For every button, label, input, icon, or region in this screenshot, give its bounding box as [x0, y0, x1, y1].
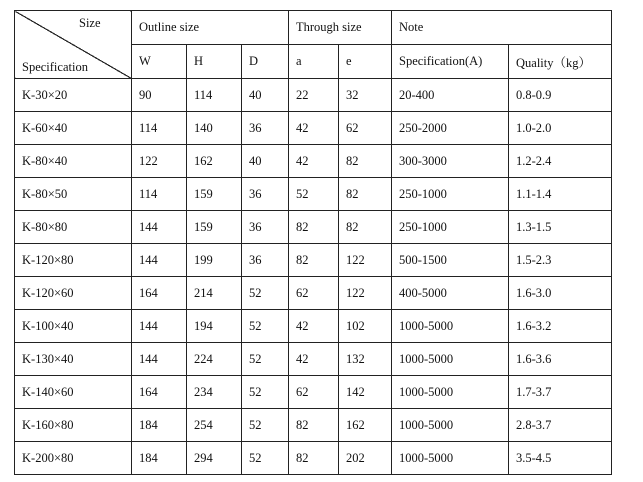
cell-h: 159: [187, 211, 242, 244]
cell-h: 224: [187, 343, 242, 376]
cell-e: 62: [339, 112, 392, 145]
cell-e: 162: [339, 409, 392, 442]
cell-w: 90: [132, 79, 187, 112]
cell-spec: 1000-5000: [392, 310, 509, 343]
cell-h: 114: [187, 79, 242, 112]
table-row: [15, 79, 612, 112]
cell-d: 52: [242, 376, 289, 409]
cell-model: K-160×80: [15, 409, 132, 442]
table-body: [15, 79, 612, 475]
cell-w: 114: [132, 178, 187, 211]
cell-h: 294: [187, 442, 242, 475]
cell-model: K-200×80: [15, 442, 132, 475]
cell-a: 82: [289, 442, 339, 475]
cell-model: K-140×60: [15, 376, 132, 409]
header-a: a: [289, 45, 339, 79]
header-through-size: Through size: [289, 11, 392, 45]
cell-h: 199: [187, 244, 242, 277]
cell-spec: 250-2000: [392, 112, 509, 145]
cell-model: K-60×40: [15, 112, 132, 145]
table-row: [15, 442, 612, 475]
table-row: [15, 277, 612, 310]
cell-d: 40: [242, 79, 289, 112]
table-row: [15, 310, 612, 343]
cell-model: K-120×80: [15, 244, 132, 277]
cell-d: 52: [242, 310, 289, 343]
header-h: H: [187, 45, 242, 79]
cell-a: 62: [289, 376, 339, 409]
cell-spec: 1000-5000: [392, 376, 509, 409]
cell-a: 42: [289, 112, 339, 145]
cell-h: 234: [187, 376, 242, 409]
cell-quality: 1.2-2.4: [509, 145, 612, 178]
header-row-groups: [15, 11, 612, 45]
spec-table: [14, 10, 612, 475]
cell-a: 42: [289, 310, 339, 343]
cell-quality: 1.6-3.2: [509, 310, 612, 343]
cell-e: 122: [339, 244, 392, 277]
cell-e: 142: [339, 376, 392, 409]
cell-d: 36: [242, 178, 289, 211]
cell-d: 52: [242, 409, 289, 442]
cell-model: K-100×40: [15, 310, 132, 343]
cell-e: 82: [339, 145, 392, 178]
cell-d: 36: [242, 112, 289, 145]
cell-a: 82: [289, 211, 339, 244]
cell-d: 36: [242, 244, 289, 277]
table-row: [15, 343, 612, 376]
cell-model: K-130×40: [15, 343, 132, 376]
cell-d: 40: [242, 145, 289, 178]
cell-e: 122: [339, 277, 392, 310]
cell-model: K-80×40: [15, 145, 132, 178]
header-e: e: [339, 45, 392, 79]
header-specification-label: Specification: [22, 60, 88, 74]
cell-model: K-80×80: [15, 211, 132, 244]
cell-quality: 1.3-1.5: [509, 211, 612, 244]
cell-quality: 1.7-3.7: [509, 376, 612, 409]
header-size-label: Size: [79, 16, 101, 30]
cell-w: 114: [132, 112, 187, 145]
cell-spec: 1000-5000: [392, 442, 509, 475]
table-row: [15, 409, 612, 442]
cell-w: 144: [132, 343, 187, 376]
cell-spec: 300-3000: [392, 145, 509, 178]
cell-d: 52: [242, 277, 289, 310]
cell-quality: 1.0-2.0: [509, 112, 612, 145]
cell-model: K-120×60: [15, 277, 132, 310]
cell-w: 184: [132, 442, 187, 475]
cell-spec: 250-1000: [392, 178, 509, 211]
cell-d: 52: [242, 442, 289, 475]
cell-quality: 1.5-2.3: [509, 244, 612, 277]
header-w: W: [132, 45, 187, 79]
cell-e: 32: [339, 79, 392, 112]
cell-a: 22: [289, 79, 339, 112]
cell-spec: 500-1500: [392, 244, 509, 277]
cell-quality: 1.6-3.0: [509, 277, 612, 310]
cell-e: 132: [339, 343, 392, 376]
cell-model: K-30×20: [15, 79, 132, 112]
cell-spec: 400-5000: [392, 277, 509, 310]
cell-h: 140: [187, 112, 242, 145]
cell-spec: 20-400: [392, 79, 509, 112]
table-row: [15, 211, 612, 244]
cell-quality: 2.8-3.7: [509, 409, 612, 442]
cell-e: 82: [339, 211, 392, 244]
table-row: [15, 112, 612, 145]
cell-e: 202: [339, 442, 392, 475]
table-row: [15, 178, 612, 211]
cell-model: K-80×50: [15, 178, 132, 211]
cell-a: 42: [289, 145, 339, 178]
cell-w: 164: [132, 277, 187, 310]
cell-w: 164: [132, 376, 187, 409]
cell-w: 144: [132, 244, 187, 277]
header-d: D: [242, 45, 289, 79]
cell-e: 102: [339, 310, 392, 343]
cell-w: 122: [132, 145, 187, 178]
cell-d: 36: [242, 211, 289, 244]
header-specification-a: Specification(A): [392, 45, 509, 79]
table-row: [15, 145, 612, 178]
cell-a: 82: [289, 244, 339, 277]
cell-w: 144: [132, 310, 187, 343]
table-row: [15, 376, 612, 409]
cell-w: 184: [132, 409, 187, 442]
header-outline-size: Outline size: [132, 11, 289, 45]
cell-e: 82: [339, 178, 392, 211]
cell-spec: 1000-5000: [392, 409, 509, 442]
cell-a: 82: [289, 409, 339, 442]
cell-h: 194: [187, 310, 242, 343]
header-quality: Quality（kg）: [509, 45, 612, 79]
header-note: Note: [392, 11, 612, 45]
cell-quality: 0.8-0.9: [509, 79, 612, 112]
cell-spec: 250-1000: [392, 211, 509, 244]
cell-quality: 1.6-3.6: [509, 343, 612, 376]
cell-h: 159: [187, 178, 242, 211]
cell-quality: 3.5-4.5: [509, 442, 612, 475]
cell-h: 162: [187, 145, 242, 178]
header-corner-cell: [15, 11, 132, 79]
cell-d: 52: [242, 343, 289, 376]
cell-h: 214: [187, 277, 242, 310]
cell-w: 144: [132, 211, 187, 244]
cell-h: 254: [187, 409, 242, 442]
table-row: [15, 244, 612, 277]
cell-quality: 1.1-1.4: [509, 178, 612, 211]
cell-a: 42: [289, 343, 339, 376]
cell-a: 52: [289, 178, 339, 211]
cell-a: 62: [289, 277, 339, 310]
cell-spec: 1000-5000: [392, 343, 509, 376]
